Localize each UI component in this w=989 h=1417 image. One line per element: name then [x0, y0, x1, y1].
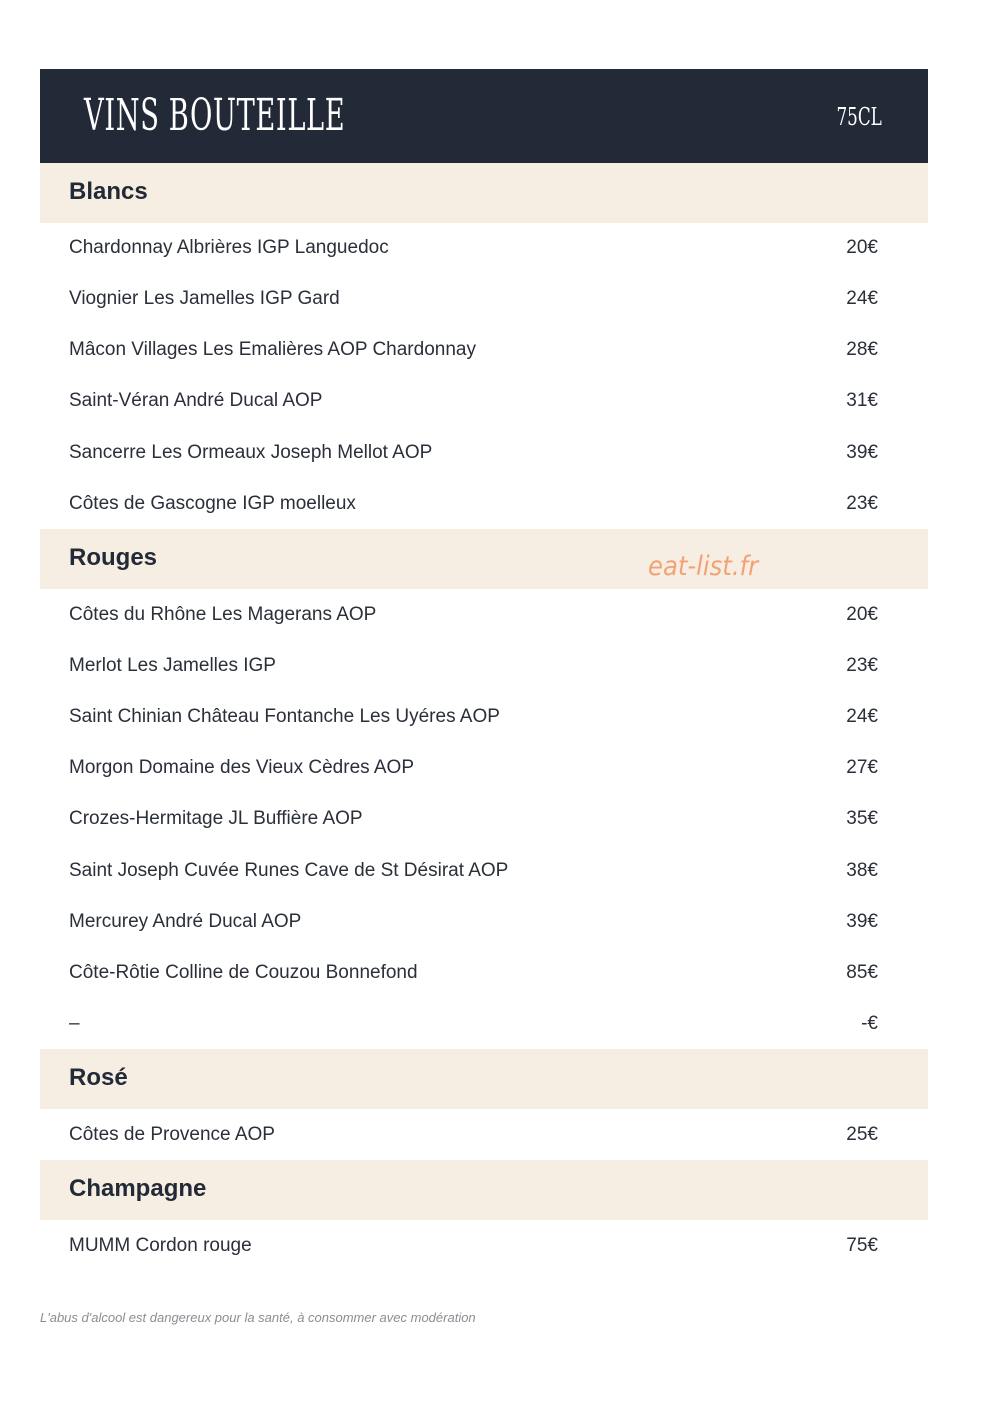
- list-item: [40, 640, 928, 691]
- wine-name: Côtes de Provence AOP: [69, 1124, 275, 1145]
- list-item: [40, 427, 928, 478]
- wine-name: Côtes du Rhône Les Magerans AOP: [69, 604, 377, 625]
- wine-name: Chardonnay Albrières IGP Languedoc: [69, 237, 389, 258]
- list-item: [40, 589, 928, 640]
- section-title: Blancs: [69, 178, 148, 205]
- page-header: [40, 69, 928, 163]
- list-item: [40, 998, 928, 1049]
- wine-name: MUMM Cordon rouge: [69, 1235, 252, 1256]
- section-header-blancs: [40, 163, 928, 223]
- list-item: [40, 324, 928, 375]
- wine-price: 31€: [846, 390, 878, 411]
- section-title: Champagne: [69, 1175, 207, 1202]
- section-title: Rouges: [69, 544, 158, 571]
- wine-price: 75€: [846, 1235, 878, 1256]
- page-title: VINS BOUTEILLE: [84, 90, 346, 141]
- section-title: Rosé: [69, 1064, 128, 1091]
- list-item: [40, 896, 928, 947]
- list-item: [40, 273, 928, 324]
- list-item: [40, 793, 928, 844]
- watermark: eat-list.fr: [648, 551, 759, 582]
- wine-price: 27€: [846, 757, 878, 778]
- wine-price: 20€: [846, 604, 878, 625]
- wine-price: 23€: [846, 655, 878, 676]
- list-item: [40, 478, 928, 529]
- wine-price: 85€: [846, 962, 878, 983]
- wine-price: 23€: [846, 493, 878, 514]
- wine-price: 20€: [846, 237, 878, 258]
- wine-name: Crozes-Hermitage JL Buffière AOP: [69, 808, 363, 829]
- wine-price: 24€: [846, 706, 878, 727]
- health-warning: L'abus d'alcool est dangereux pour la santé, à consommer avec modération: [40, 1310, 476, 1325]
- wine-name: Côte-Rôtie Colline de Couzou Bonnefond: [69, 962, 418, 983]
- wine-price: 38€: [846, 860, 878, 881]
- list-item: [40, 375, 928, 426]
- section-header-champagne: [40, 1160, 928, 1220]
- wine-name: Mercurey André Ducal AOP: [69, 911, 302, 932]
- list-item: [40, 691, 928, 742]
- wine-name: Mâcon Villages Les Emalières AOP Chardonnay: [69, 339, 476, 360]
- list-item: [40, 222, 928, 273]
- wine-name: –: [69, 1013, 80, 1034]
- wine-price: 28€: [846, 339, 878, 360]
- wine-price: 39€: [846, 911, 878, 932]
- list-item: [40, 845, 928, 896]
- wine-name: Saint Joseph Cuvée Runes Cave de St Désirat AOP: [69, 860, 509, 881]
- section-header-rose: [40, 1049, 928, 1109]
- wine-price: 25€: [846, 1124, 878, 1145]
- wine-price: 35€: [846, 808, 878, 829]
- list-item: [40, 947, 928, 998]
- wine-price: 39€: [846, 442, 878, 463]
- wine-name: Sancerre Les Ormeaux Joseph Mellot AOP: [69, 442, 433, 463]
- wine-name: Saint Chinian Château Fontanche Les Uyéres AOP: [69, 706, 500, 727]
- wine-name: Morgon Domaine des Vieux Cèdres AOP: [69, 757, 414, 778]
- wine-price: 24€: [846, 288, 878, 309]
- wine-name: Saint-Véran André Ducal AOP: [69, 390, 323, 411]
- bottle-volume: 75CL: [836, 103, 882, 131]
- wine-price: -€: [861, 1013, 878, 1034]
- list-item: [40, 1220, 928, 1271]
- list-item: [40, 1109, 928, 1160]
- wine-name: Côtes de Gascogne IGP moelleux: [69, 493, 356, 514]
- section-header-rouges: [40, 529, 928, 589]
- wine-name: Viognier Les Jamelles IGP Gard: [69, 288, 340, 309]
- list-item: [40, 742, 928, 793]
- wine-name: Merlot Les Jamelles IGP: [69, 655, 276, 676]
